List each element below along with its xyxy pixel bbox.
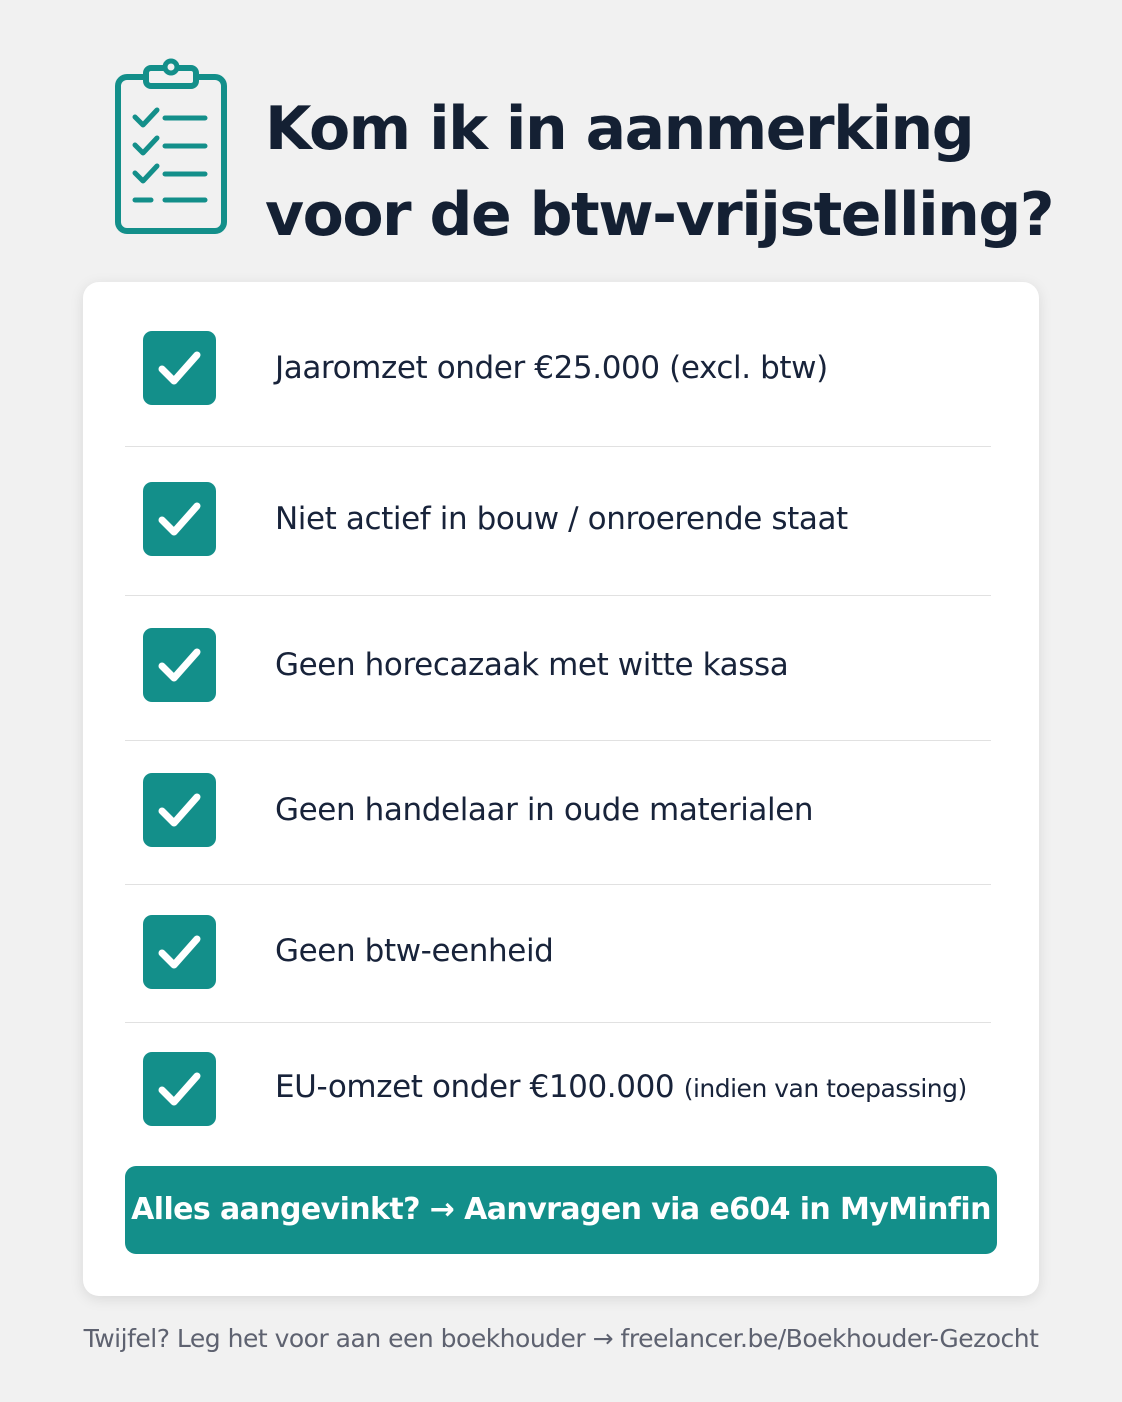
checklist-item-label: Jaaromzet onder €25.000 (excl. btw) xyxy=(275,350,828,386)
checklist-item-label xyxy=(275,1069,967,1105)
divider xyxy=(125,446,991,447)
page-title-line-1: Kom ik in aanmerking xyxy=(265,94,974,164)
header xyxy=(113,58,1073,248)
checklist-item[interactable] xyxy=(125,481,991,557)
footer-note: Twijfel? Leg het voor aan een boekhouder → freelancer.be/Boekhouder-Gezocht xyxy=(83,1324,1039,1353)
checklist-item[interactable] xyxy=(125,627,991,703)
checkbox-checked[interactable] xyxy=(143,628,216,702)
checklist-item[interactable] xyxy=(125,330,991,406)
checkbox-checked[interactable] xyxy=(143,1052,216,1126)
check-icon xyxy=(143,915,216,989)
check-icon xyxy=(143,331,216,405)
check-icon xyxy=(143,1052,216,1126)
checklist-item[interactable] xyxy=(125,914,991,990)
checklist-item[interactable] xyxy=(125,1051,991,1127)
clipboard-checklist-icon xyxy=(113,58,230,236)
checklist-item-main: EU-omzet onder €100.000 xyxy=(275,1069,675,1105)
page-title xyxy=(265,86,1053,258)
divider xyxy=(125,884,991,885)
checklist-item-note: (indien van toepassing) xyxy=(683,1074,967,1103)
checkbox-checked[interactable] xyxy=(143,482,216,556)
apply-cta-button[interactable]: Alles aangevinkt? → Aanvragen via e604 in MyMinfin xyxy=(125,1166,997,1254)
checklist-item-label: Geen horecazaak met witte kassa xyxy=(275,647,789,683)
checklist-item-label: Niet actief in bouw / onroerende staat xyxy=(275,501,848,537)
checklist-item[interactable] xyxy=(125,772,991,848)
checklist-card xyxy=(83,282,1039,1296)
divider xyxy=(125,595,991,596)
check-icon xyxy=(143,773,216,847)
checkbox-checked[interactable] xyxy=(143,773,216,847)
check-icon xyxy=(143,628,216,702)
check-icon xyxy=(143,482,216,556)
divider xyxy=(125,1022,991,1023)
checklist-item-label: Geen handelaar in oude materialen xyxy=(275,792,814,828)
checklist-item-label: Geen btw-eenheid xyxy=(275,933,554,969)
page-title-line-2: voor de btw-vrijstelling? xyxy=(265,180,1054,250)
checkbox-checked[interactable] xyxy=(143,915,216,989)
divider xyxy=(125,740,991,741)
checkbox-checked[interactable] xyxy=(143,331,216,405)
